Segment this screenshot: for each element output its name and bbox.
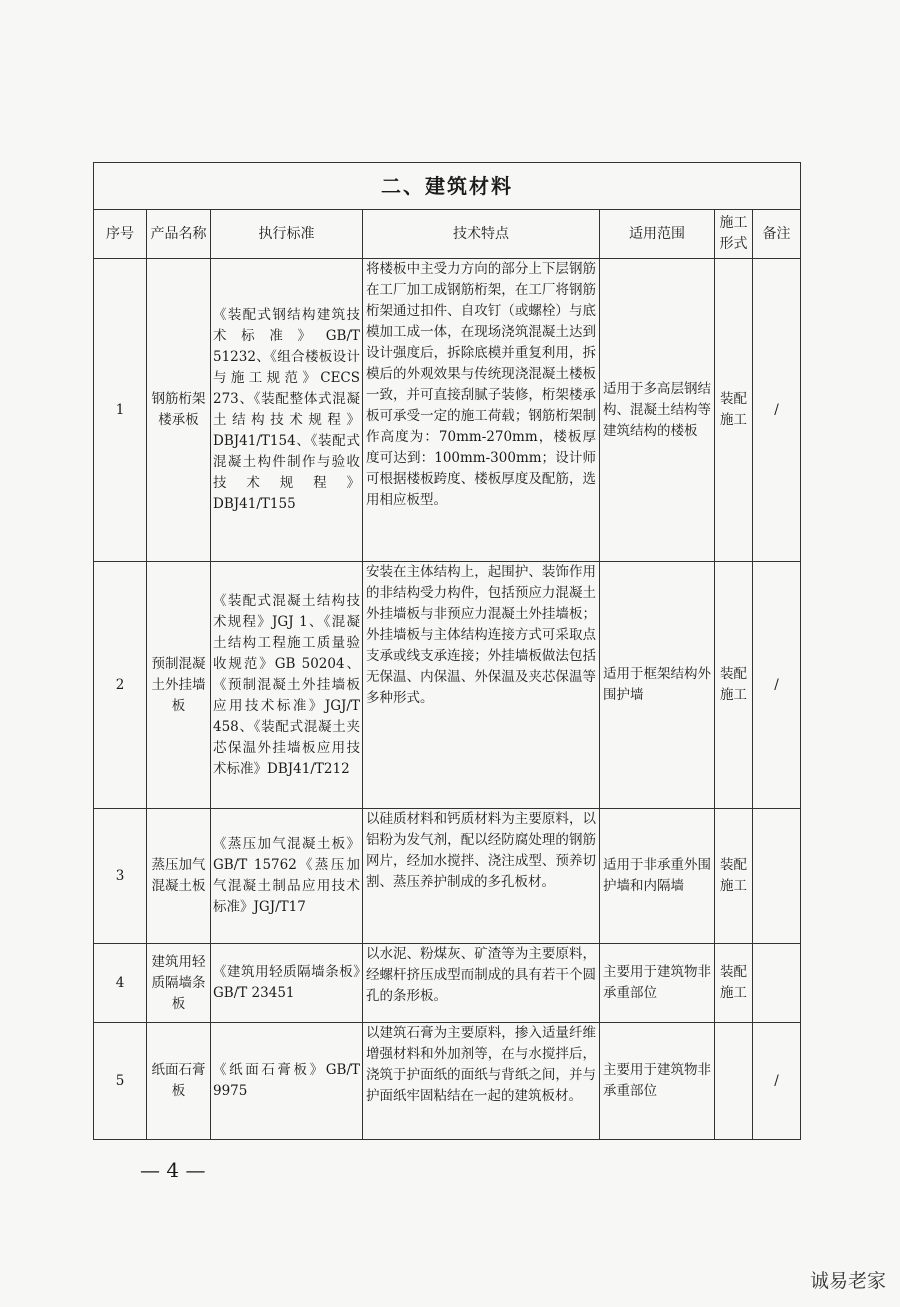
row-no: 5 [94, 1023, 147, 1140]
header-no: 序号 [94, 210, 147, 259]
row-features: 将楼板中主受力方向的部分上下层钢筋在工厂加工成钢筋桁架，在工厂将钢筋桁架通过扣件、自攻钉（或螺栓）与底模加工成一体，在现场浇筑混凝土达到设计强度后，拆除底模并重复利用，拆模后的外观效果与传统现浇混凝土楼板一致，并可直接刮腻子装修，桁架楼承板可承受一定的施工荷载；钢筋桁架制作高度为：70mm-270mm，楼板厚度可达到：100mm-300mm；设计师可根据楼板跨度、楼板厚度及配筋，选用相应板型。 [363, 259, 600, 562]
row-features: 安装在主体结构上，起围护、装饰作用的非结构受力构件，包括预应力混凝土外挂墙板与非预应力混凝土外挂墙板；外挂墙板与主体结构连接方式可采取点支承或线支承连接；外挂墙板做法包括无保温、内保温、外保温及夹芯保温等多种形式。 [363, 562, 600, 809]
row-remark: / [753, 1023, 801, 1140]
table-row [94, 259, 801, 562]
row-scope: 适用于非承重外围护墙和内隔墙 [600, 809, 715, 944]
table-row [94, 944, 801, 1023]
row-method: 装配施工 [715, 809, 753, 944]
row-name: 蒸压加气混凝土板 [147, 809, 211, 944]
row-standard: 《装配式混凝土结构技术规程》JGJ 1、《混凝土结构工程施工质量验收规范》GB 50204、《预制混凝土外挂墙板应用技术标准》JGJ/T 458、《装配式混凝土夹芯保温外挂墙板应用技术标准》DBJ41/T212 [211, 562, 363, 809]
row-remark: / [753, 259, 801, 562]
row-remark [753, 809, 801, 944]
table-row [94, 562, 801, 809]
row-name: 纸面石膏板 [147, 1023, 211, 1140]
row-standard: 《建筑用轻质隔墙条板》GB/T 23451 [211, 944, 363, 1023]
header-standard: 执行标准 [211, 210, 363, 259]
row-scope: 主要用于建筑物非承重部位 [600, 1023, 715, 1140]
row-scope: 主要用于建筑物非承重部位 [600, 944, 715, 1023]
header-features: 技术特点 [363, 210, 600, 259]
row-standard: 《蒸压加气混凝土板》GB/T 15762《蒸压加气混凝土制品应用技术标准》JGJ/T17 [211, 809, 363, 944]
row-name: 建筑用轻质隔墙条板 [147, 944, 211, 1023]
row-name: 预制混凝土外挂墙板 [147, 562, 211, 809]
row-no: 3 [94, 809, 147, 944]
row-standard: 《纸面石膏板》GB/T 9975 [211, 1023, 363, 1140]
row-method: 装配施工 [715, 259, 753, 562]
row-name: 钢筋桁架楼承板 [147, 259, 211, 562]
header-scope: 适用范围 [600, 210, 715, 259]
row-no: 2 [94, 562, 147, 809]
row-standard: 《装配式钢结构建筑技术标准》GB/T 51232、《组合楼板设计与施工规范》CECS 273、《装配整体式混凝土结构技术规程》DBJ41/T154、《装配式混凝土构件制作与验收技术规程》DBJ41/T155 [211, 259, 363, 562]
row-method: 装配施工 [715, 562, 753, 809]
row-features: 以水泥、粉煤灰、矿渣等为主要原料，经螺杆挤压成型而制成的具有若干个圆孔的条形板。 [363, 944, 600, 1023]
header-name: 产品名称 [147, 210, 211, 259]
row-features: 以硅质材料和钙质材料为主要原料，以铝粉为发气剂，配以经防腐处理的钢筋网片，经加水搅拌、浇注成型、预养切割、蒸压养护制成的多孔板材。 [363, 809, 600, 944]
row-remark [753, 944, 801, 1023]
row-scope: 适用于框架结构外围护墙 [600, 562, 715, 809]
row-scope: 适用于多高层钢结构、混凝土结构等建筑结构的楼板 [600, 259, 715, 562]
row-no: 4 [94, 944, 147, 1023]
table-row [94, 809, 801, 944]
header-remark: 备注 [753, 210, 801, 259]
table-header [94, 210, 801, 259]
row-no: 1 [94, 259, 147, 562]
table-row [94, 1023, 801, 1140]
row-method: 装配施工 [715, 944, 753, 1023]
materials-table [93, 162, 801, 1140]
header-method: 施工形式 [715, 210, 753, 259]
row-method [715, 1023, 753, 1140]
row-remark: / [753, 562, 801, 809]
watermark: 诚易老家 [809, 1270, 886, 1292]
row-features: 以建筑石膏为主要原料，掺入适量纤维增强材料和外加剂等，在与水搅拌后，浇筑于护面纸的面纸与背纸之间，并与护面纸牢固粘结在一起的建筑板材。 [363, 1023, 600, 1140]
page-number: — 4 — [140, 1158, 206, 1182]
section-title: 二、建筑材料 [94, 163, 801, 210]
